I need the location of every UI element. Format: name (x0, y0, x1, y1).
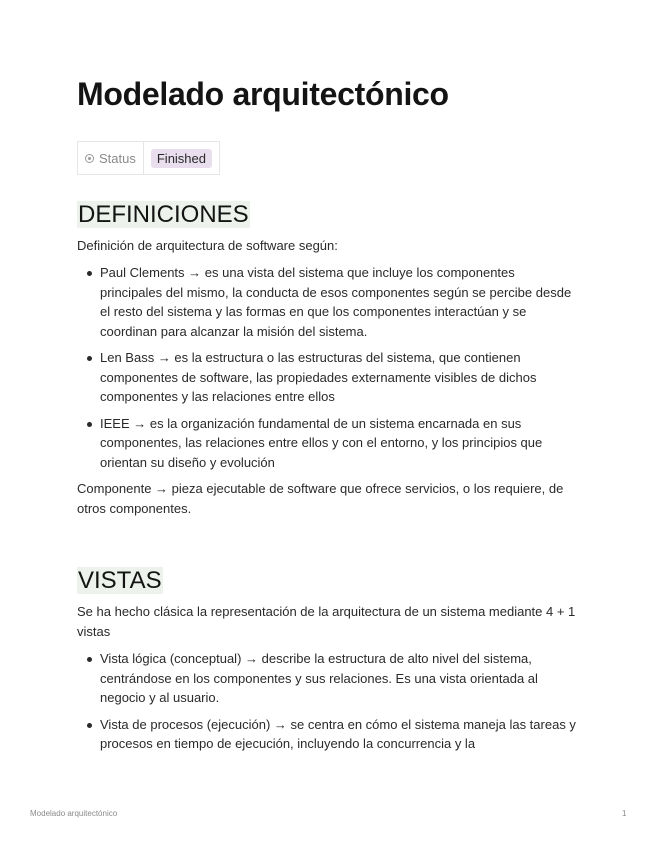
list-item: IEEE → es la organización fundamental de un sistema encarnada en sus componentes, las relaciones entre ellos y con el entorno, y los principios que orientan su diseño y evolución (77, 414, 580, 473)
list-item: Paul Clements → es una vista del sistema que incluye los componentes principales del mismo, la conducta de esos componentes según se percibe desde el resto del sistema y las formas en que los componentes interactúan y se coordinan para alcanzar la misión del sistema. (77, 263, 580, 341)
list-item: Len Bass → es la estructura o las estructuras del sistema, que contienen componentes de software, las propiedades externamente visibles de dichos componentes y las relaciones entre ellos (77, 348, 580, 407)
section-heading-vistas: VISTAS (78, 567, 162, 594)
list-item: Vista lógica (conceptual) → describe la estructura de alto nivel del sistema, centrándose en los componentes y sus relaciones. Es una vista orientada al negocio y al usuario. (77, 649, 580, 708)
definitions-list (77, 263, 580, 472)
section-intro: Se ha hecho clásica la representación de la arquitectura de un sistema mediante 4 + 1 vistas (77, 604, 576, 639)
status-label: Status (99, 150, 136, 166)
views-list (77, 649, 580, 754)
status-property-value[interactable] (144, 142, 219, 174)
section-outro: Componente → pieza ejecutable de software que ofrece servicios, o los requiere, de otros componentes. (77, 481, 564, 516)
section-heading-definiciones: DEFINICIONES (78, 201, 249, 228)
status-property-key (78, 142, 144, 174)
status-badge[interactable]: Finished (151, 149, 212, 168)
footer-document-name: Modelado arquitectónico (30, 809, 118, 818)
footer-page-number: 1 (622, 809, 627, 818)
status-target-icon (85, 154, 94, 163)
page-title: Modelado arquitectónico (77, 76, 449, 112)
section-intro: Definición de arquitectura de software según: (77, 238, 338, 253)
properties-table (77, 141, 220, 175)
list-item: Vista de procesos (ejecución) → se centra en cómo el sistema maneja las tareas y procesos en tiempo de ejecución, incluyendo la concurrencia y la (77, 715, 580, 754)
